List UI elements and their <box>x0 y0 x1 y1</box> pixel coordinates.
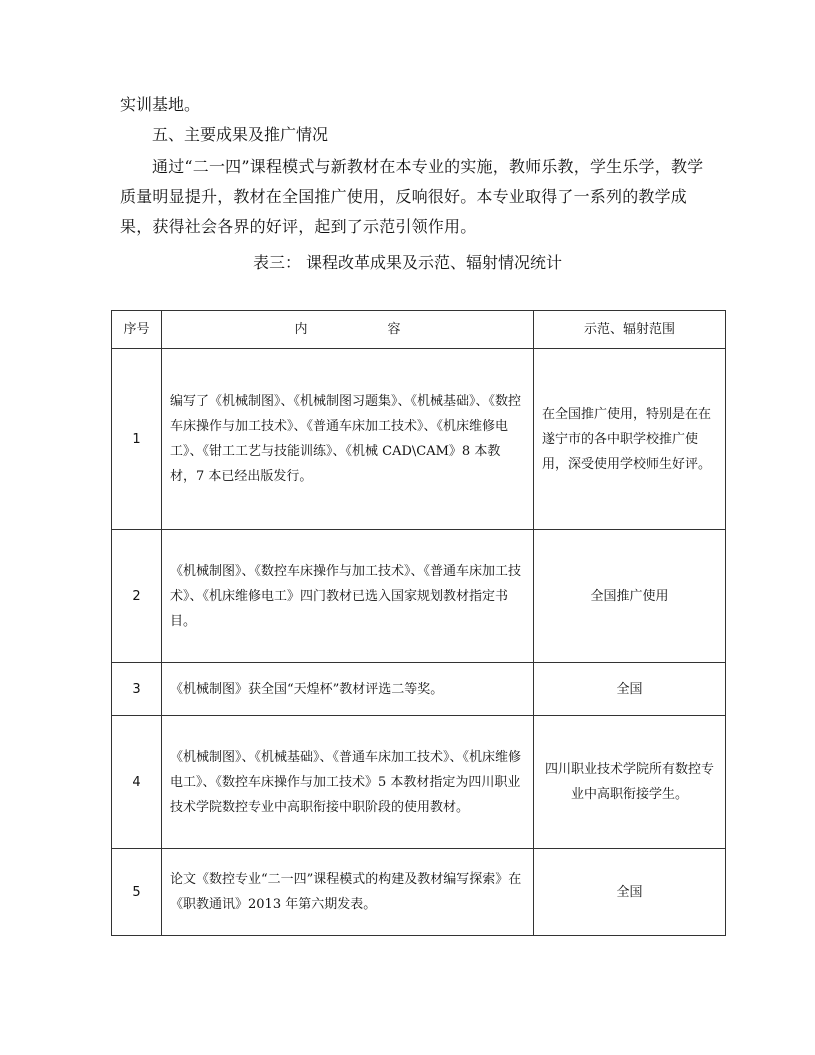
row-scope: 四川职业技术学院所有数控专业中高职衔接学生。 <box>534 716 726 849</box>
table-row <box>112 663 726 716</box>
header-content-part2: 容 <box>387 322 401 337</box>
header-content <box>162 311 534 349</box>
paragraph-continuation: 实训基地。 <box>120 95 201 114</box>
table-row <box>112 716 726 849</box>
row-content: 《机械制图》、《数控车床操作与加工技术》、《普通车床加工技术》、《机床维修电工》四门教材已选入国家规划教材指定书目。 <box>162 530 534 663</box>
row-scope: 全国 <box>534 849 726 936</box>
header-content-part1: 内 <box>294 322 308 337</box>
row-content: 《机械制图》获全国“天煌杯”教材评选二等奖。 <box>162 663 534 716</box>
table-header-row <box>112 311 726 349</box>
row-content: 编写了《机械制图》、《机械制图习题集》、《机械基础》、《数控车床操作与加工技术》、《普通车床加工技术》、《机床维修电工》、《钳工工艺与技能训练》、《机械 CAD\CAM》8 本教材，7 本已经出版发行。 <box>162 349 534 530</box>
paragraph-body: 通过“二一四”课程模式与新教材在本专业的实施，教师乐教，学生乐学，教学质量明显提升，教材在全国推广使用，反响很好。本专业取得了一系列的教学成果，获得社会各界的好评，起到了示范引领作用。 <box>120 157 704 236</box>
row-number: 3 <box>112 663 162 716</box>
row-scope: 全国推广使用 <box>534 530 726 663</box>
table-row <box>112 349 726 530</box>
row-number: 1 <box>112 349 162 530</box>
row-number: 2 <box>112 530 162 663</box>
table-row <box>112 849 726 936</box>
table-caption: 表三： 课程改革成果及示范、辐射情况统计 <box>252 253 563 272</box>
section-heading: 五、主要成果及推广情况 <box>152 125 329 144</box>
table-row <box>112 530 726 663</box>
header-scope: 示范、辐射范围 <box>534 311 726 349</box>
results-table <box>111 310 726 936</box>
row-scope: 全国 <box>534 663 726 716</box>
row-content: 论文《数控专业“二一四”课程模式的构建及教材编写探索》在《职教通讯》2013 年第六期发表。 <box>162 849 534 936</box>
row-content: 《机械制图》、《机械基础》、《普通车床加工技术》、《机床维修电工》、《数控车床操作与加工技术》5 本教材指定为四川职业技术学院数控专业中高职衔接中职阶段的使用教材。 <box>162 716 534 849</box>
header-no: 序号 <box>112 311 162 349</box>
row-number: 4 <box>112 716 162 849</box>
row-number: 5 <box>112 849 162 936</box>
row-scope: 在全国推广使用，特别是在在遂宁市的各中职学校推广使用，深受使用学校师生好评。 <box>534 349 726 530</box>
